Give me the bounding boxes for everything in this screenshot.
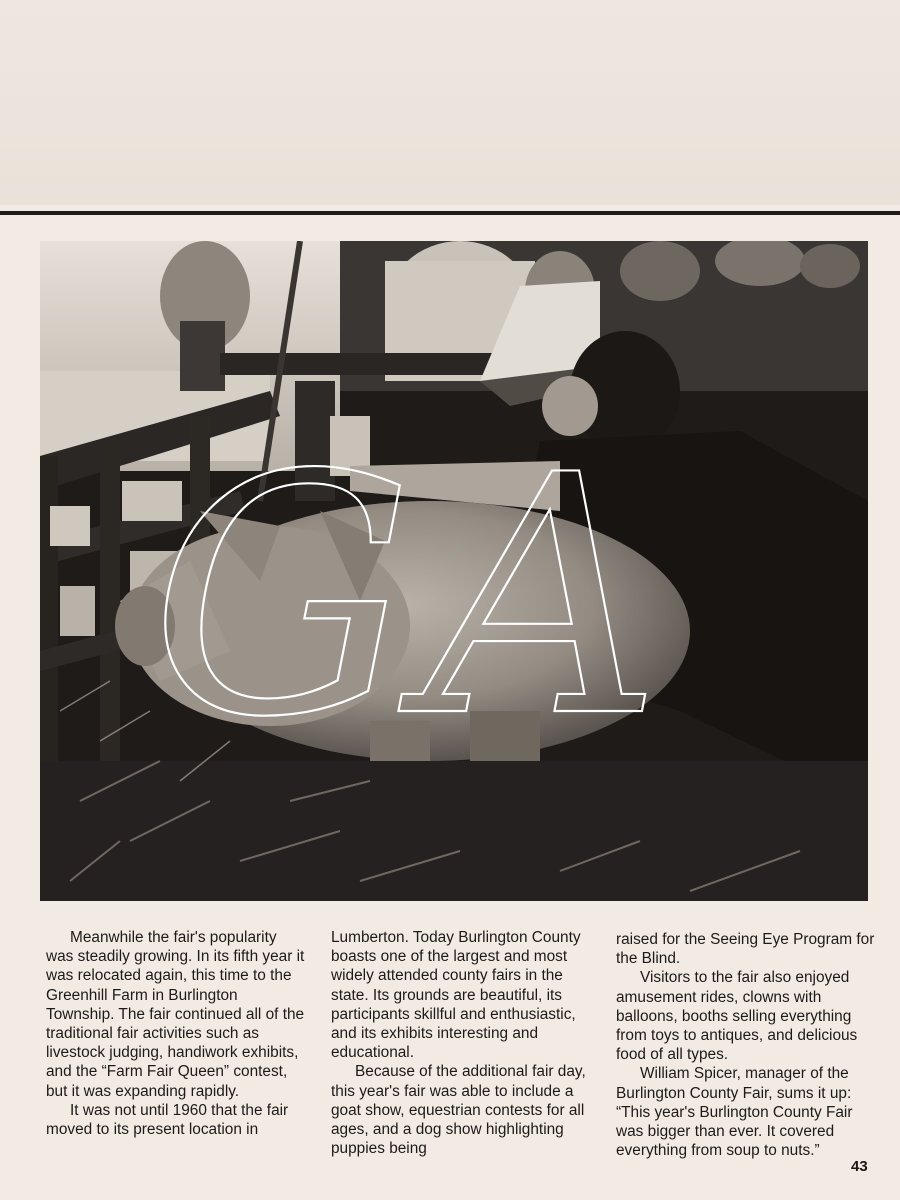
faded-header-band (0, 0, 900, 205)
paragraph: Meanwhile the fair's popularity was steadily growing. In its fifth year it was relocated again, this time to the Greenhill Farm in Burlington Township. The fair continued all of the traditional fair activities such as livestock judging, handiwork exhibits, and the “Farm Fair Queen” contest, but it was expanding rapidly. (46, 929, 305, 1100)
paragraph: It was not until 1960 that the fair moved to its present location in (46, 1101, 289, 1139)
article-column-1 (46, 928, 308, 1139)
pig-grooming-photo (40, 241, 868, 901)
article-column-3 (616, 930, 878, 1160)
page-number: 43 (851, 1158, 868, 1175)
article-column-2 (331, 928, 593, 1158)
photo-illustration (40, 241, 868, 901)
paragraph: William Spicer, manager of the Burlington County Fair, sums it up: “This year's Burlington County Fair was bigger than ever. It covered everything from soup to nuts.” (616, 1065, 853, 1160)
paragraph: raised for the Seeing Eye Program for the Blind. (616, 931, 875, 968)
paragraph: Lumberton. Today Burlington County boasts one of the largest and most widely attended county fairs in the state. Its grounds are beautiful, its participants skillful and enthusiastic, and its exhibits interesting and educational. (331, 929, 581, 1062)
paragraph: Because of the additional fair day, this year's fair was able to include a goat show, equestrian contests for all ages, and a dog show highlighting puppies being (331, 1063, 586, 1158)
paragraph: Visitors to the fair also enjoyed amusement rides, clowns with balloons, booths selling everything from toys to antiques, and delicious food of all types. (616, 969, 858, 1064)
watermark-text: GA (150, 405, 672, 789)
header-rule (0, 211, 900, 215)
